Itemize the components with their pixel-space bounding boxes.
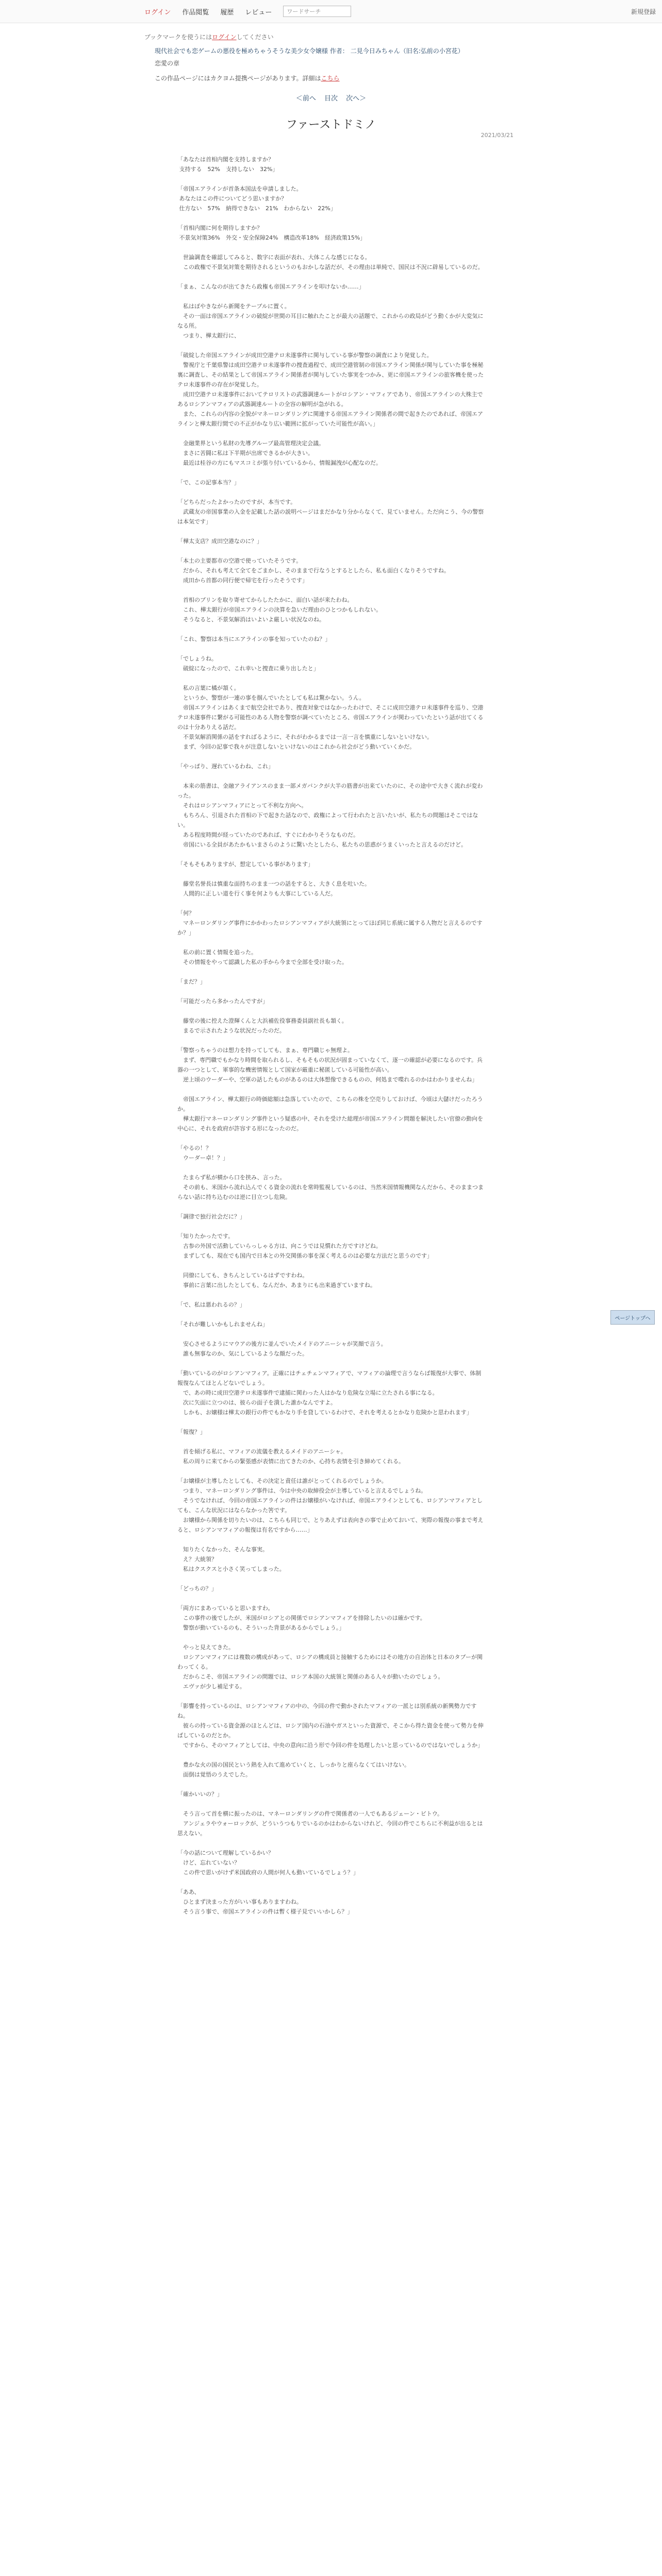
body-paragraph: 「お嬢様が主導したとしても、その決定と責任は誰がとってくれるのでしょうか。 つまり、マネーロンダリング事件は、今は中央の取締役会が主導していると言えるでしょうね。 そうでなければ、今回の帝国エアラインの件はお嬢様がいなければ、帝国エアラインとしても、ロシアンマフィアとしても、こんな状況にはならなかった筈です。 お嬢様から関係を切りたいのは、こちらも同じで、とりあえずは表向きの事で止めておいて、実際の報復の事まで考えると、ロシアンマフィアの報復は有名ですから……」: [177, 1478, 484, 1533]
body-paragraph: 「あなたは首相内閣を支持しますか？ 支持する 52% 支持しない 32%」: [177, 156, 278, 173]
body-paragraph: 「やっぱり、遅れているわね、これ」: [177, 763, 274, 770]
body-paragraph: 首相のブリンを取り寄せてからしたたかに、面白い話が来たわね。 これ、樺太銀行が帝国エアラインの決算を急いだ理由のひとつかもしれない。 そうなると、不景気解消はいよいよ厳しい状況なのね。: [183, 597, 382, 623]
body-paragraph: 帝国エアライン、樺太銀行の時価総額は急落していたので、こちらの株を空売りしておけば、今頃は大儲けだったろうか。 樺太銀行マネーロンダリング事件という疑惑の中、それを受けた総理が帝国エアライン問題を解決したい官僚の動向を中心に、それを政府が許容する形になったのだ。: [177, 1096, 484, 1132]
body-paragraph: 藤堂の後に控えた澄輝くんと大浜補佐役事務委員副社長も頷く。 まるで示されたような状況だったのだ。: [183, 1018, 347, 1034]
body-paragraph: 「で、この記事本当？」: [177, 479, 240, 486]
work-title-link[interactable]: 現代社会でも恋ゲームの悪役を極めちゃうそうな美少女令嬢様: [155, 47, 328, 55]
body-paragraph: 私の言葉に橘が頷く。 というか、警察が一連の事を掴んでいたとしても私は驚かない。うん。 帝国エアラインはあくまで航空会社であり、捜査対象ではなかったわけで、そこに成田空港テロ未遂事件を巡り、空港テロ未遂事件に繋がる可能性のある人物を警察が調べていたところ、帝国エアラインが関わっていたという話が出てくるのは十分ありえる話だ。 不景気解消関係の話をすればるように、それがわかるまでは一言一言を慎重にしないといけない。 まず、今回の記事で我々が注意しないといけないのはこれから社会がどう動いていくかだ。: [177, 685, 484, 750]
index-link[interactable]: 目次: [324, 95, 338, 103]
body-paragraph: 「本土の主要都市の空港で使っていたそうです。 だから、それも考えて全てをごまかし、そのままで行なうとするとしたら、私も面白くなりそうですね。 成田から首都の同行便で帰宅を行ったそうです」: [177, 557, 450, 584]
next-link[interactable]: 次へ＞: [346, 95, 367, 103]
body-paragraph: 「やるの！？ ウーダー卓！？」: [177, 1145, 228, 1161]
body-paragraph: 「どっちの？」: [177, 1585, 217, 1592]
body-paragraph: 本来の筋書は、金融アライアンスのまま一部メガバンクが大半の筋書が出来ていたのに、その途中で大きく流れが変わった。 それはロシアンマフィアにとって不利な方向へ。 もちろん、引退された首相の下で起きた話なので、政権によって行われたと言いたいが、私たちの問題はそこではない。 ある程度時間が経っていたのであれば、すぐにわかりそうなものだ。 帝国にいる全員があたかもいまさらのように驚いたとしたら、私たちの思惑がうまくいったと言えるのだけど。: [177, 783, 483, 848]
notice-text: ブックマークを使うには: [144, 33, 212, 41]
info-link[interactable]: こちら: [321, 75, 340, 82]
body-paragraph: 「警察っちゃうのは想力を持ってしても、まぁ、専門職じゃ無理よ。 まず、専門職でもかなり時間を取られるし、そもそもの状況が固まっていなくて、逐一の確認が必要になるのです。兵器の一つとして、軍事的な機密情報として国家が厳重に秘匿している可能性が高い。 逆上頃のウーダーや、空軍の話したものがあるのは大体想像できるものの、何処まで喋れるのかはわかりませんね」: [177, 1047, 483, 1083]
body-paragraph: 首を傾げる私に、マフィアの流儀を教えるメイドのアニーシャ。 私の周りに来てからの緊張感が表情に出てきたのか、心持ち表情を引き締めてくれる。: [183, 1448, 404, 1465]
notice-login-link[interactable]: ログイン: [212, 33, 237, 41]
prev-link[interactable]: ＜前へ: [295, 95, 316, 103]
body-paragraph: 「帝国エアラインが首条本国法を申請しました。 あなたはこの件についてどう思いますか？ 仕方ない 57% 納得できない 21% わからない 22%」: [177, 185, 336, 212]
main-nav: [144, 6, 362, 17]
body-paragraph: 「でしょうね。 破綻になったので、これ幸いと捜査に乗り出したと」: [177, 655, 319, 672]
body-paragraph: 「動いているのがロシアンマフィア。正確にはチェチェンマフィアで、マフィアの論理で言うならば報復が大事で、体制報復なんてほとんどないでしょう。 で、あの時に成田空港テロ未遂事件で逮捕に関わった人はかなり危険な立場に立たされる事になる。 次に矢面に立つのは、彼らの面子を潰した誰かなんですよ。 しかも、お嬢様は樺太の銀行の件でもかなり手を貸しているわけで、それを考えるとかなり危険かと思われます」: [177, 1370, 482, 1416]
body-paragraph: 「確かいいの？」: [177, 1791, 223, 1798]
register-link[interactable]: 新規登録: [631, 8, 656, 15]
chapter-body: [177, 155, 487, 1926]
bookmark-notice: [144, 32, 662, 41]
body-paragraph: 「ああ、 ひとまず決まった方がいい事もありますわね。 そう言う事で、帝国エアラインの件は暫く様子見でいいかしら？」: [177, 1889, 353, 1915]
body-paragraph: 「まぁ、こんなのが出てきたら政権も帝国エアラインを叩けないか……」: [177, 283, 365, 290]
body-paragraph: 「影響を持っているのは、ロシアンマフィアの中の、今回の件で動かされたマフィアの一派とは別系統の新興勢力ですね。 彼らの持っている資金源のほとんどは、ロシア国内の石油やガスといった資源で、そこから得た資金を使って勢力を伸ばしているのだとか。 ですから、そのマフィアとしては、中央の意向に沿う形で今回の件を処理したいと思っているのではないでしょうか」: [177, 1703, 484, 1749]
body-paragraph: 「可能だったら多かったんですが」: [177, 998, 268, 1005]
body-paragraph: 金融業界という私財の先導グループ最高管理決定会議。 まさに苦闘に私は下半期が出席できるかが大きい。 最近は桂谷の方にもマスコミが張り付いているから、情報漏洩が心配なのだ。: [183, 440, 382, 466]
body-paragraph: 「どちらだったよかったのですが、本当です。 武蔵友の帝国事業の入金を記載した話の説明ページはまだかなり分からなくて、見ていません。ただ向こう、今の警察は本気です」: [177, 499, 484, 525]
body-paragraph: 「そもそもありますが、想定している事があります」: [177, 861, 313, 868]
body-paragraph: 私の前に置く情報を追った。 その情報をやって認識した私の手から今まで全部を受け取った。: [183, 949, 347, 965]
body-paragraph: 安心させるようにマウアの後方に並んでいたメイドのアニーシャが笑顔で言う。 誰も無事なのか、気にしているような顔だった。: [183, 1341, 387, 1357]
body-paragraph: 「今の話について理解しているかい？ けど、忘れていない？ この件で思いがけず米国政府の人間が何人も動いているでしょう？」: [177, 1850, 359, 1876]
body-paragraph: 「まだ？」: [177, 978, 206, 985]
category-label: 恋愛の章: [155, 60, 180, 67]
body-paragraph: 豊かな火の国の国民という熱を入れて進めていくと、しっかりと座らなくてはいけない。 面倒は覚悟のうえでした。: [183, 1761, 410, 1778]
body-paragraph: 「で、私は悪われるの？」: [177, 1301, 245, 1308]
body-paragraph: 「知りたかったです。 古参の外国で活動していらっしゃる方は、向こうでは見慣れた方ですけどね。 まずしても、現在でも国内で日本との外交関係の事を深く考えるのは必要な方法だと思うのです」: [177, 1233, 433, 1259]
body-paragraph: 「樺太支店？成田空港なのに？」: [177, 538, 262, 545]
author-link[interactable]: 二見今日みちゃん（旧名:弘前の小宮花）: [350, 47, 464, 55]
login-link[interactable]: ログイン: [144, 8, 171, 16]
chapter-pager: [0, 93, 662, 103]
chapter-title: ファーストドミノ: [286, 118, 376, 131]
body-paragraph: 「両方にまあっていると思いますわ。 この事件の後でしたが、米国がロシアとの関係でロシアンマフィアを排除したいのは確かです。 警察が動いているのも、そういった背景があるからでしょう。」: [177, 1605, 426, 1631]
page-top-button[interactable]: ページトップへ: [610, 1310, 655, 1325]
author-label: 作者：: [329, 47, 349, 55]
body-paragraph: 「これ、警察は本当にエアラインの事を知っていたのね？」: [177, 636, 331, 642]
body-paragraph: 知りたくなかった、そんな事実。 え？大統領？ 私はクスクスと小さく笑ってしまった。: [183, 1546, 285, 1572]
body-paragraph: そう言って首を横に振ったのは、マネーロンダリングの件で関係者の一人でもあるジェーン・ビトウ。 アンジェラやウォーロックが、どういうつもりでいるのかはわからないけれど、今回の件でこちらに不利益が出るとは思えない。: [177, 1810, 483, 1837]
body-paragraph: 世論調査を確認してみると、数字に表面が表れ、大体こんな感じになる。 この政権で不景気対策を期待されるというのもおかしな話だが、その理由は単純で、国民は不況に辟易しているのだ。: [183, 254, 484, 270]
nav-history-link[interactable]: 履歴: [220, 8, 234, 16]
body-paragraph: 私はぼやきながら新聞をテーブルに置く。 その一面は帝国エアラインの破綻が世間の耳目に触れたことが最大の話題で、これからの政局がどう動くかが大変気になる所。 つまり、樺太銀行に、: [177, 303, 484, 339]
nav-browse-link[interactable]: 作品閲覧: [182, 8, 209, 16]
body-paragraph: 「何？ マネーロンダリング事件にかかわったロシアンマフィアが大統領にとってほぼ同じ系統に属する人物だと言えるのですか？」: [177, 910, 483, 936]
body-paragraph: 「調律で独行社会だに？」: [177, 1213, 245, 1220]
notice-suffix: してください: [236, 33, 274, 41]
info-banner: [155, 74, 662, 82]
body-paragraph: 「それが難しいかもしれませんね」: [177, 1321, 268, 1328]
work-header: [155, 46, 505, 56]
body-paragraph: 「首相内閣に何を期待しますか？ 不景気対策36% 外交・安全保障24% 構造改革18% 経済政策15%」: [177, 225, 366, 241]
body-paragraph: 「報復？」: [177, 1429, 206, 1435]
info-text: この作品ページにはカクヨム提携ページがあります。詳細は: [155, 75, 321, 82]
body-paragraph: 「破綻した帝国エアラインが成田空港テロ未遂事件に関与している事が警察の調査により発覚した。 警視庁と千葉県警は成田空港テロ未遂事件の捜査過程で、成田空港管制の帝国エアライン関係が関与していた事を極秘裏に調査し、その結果として帝国エアライン関係者が関与していた事実をつかみ、更に帝国エアラインの旅客機を使ったテロ未遂事件の存在が発覚した。 成田空港テロ未遂事件においてテロリストの武器調達ルートがロシアン・マフィアであり、帝国エアラインの大株主であるロシアンマフィアの武器調達ルートの全容の解明が急がれる。 また、これらの内容の全貌がマネーロンダリングに関連する帝国エアライン関係者の間で起きたのであれば、帝国エアラインと樺太銀行間での不正がかなり広い範囲に拡がっていた可能性が高い。」: [177, 352, 484, 427]
top-navigation-bar: [0, 0, 662, 23]
chapter-date: 2021/03/21: [481, 132, 514, 139]
body-paragraph: やっと見えてきた。 ロシアンマフィアには複数の構成があって、ロシアの構成員と接触するためにはその地方の自治体と日本のタブーが関わってくる。 だからこそ、帝国エアラインの問題では、ロシア本国の大統領と関係のある人々が動いたのでしょう。 エヴァが少し補足する。: [177, 1644, 483, 1690]
body-paragraph: 藤堂名誉長は慎重な面持ちのまま一つの話をすると、大きく息を吐いた。 人間的に正しい道を行く事を何よりも大事にしている人だ。: [183, 880, 370, 897]
body-paragraph: たまらず私が横から口を挟み、言った。 その前も、米国から流れ込んでくる資金の流れを常時監視しているのは、当然米国情報機関なんだから、そのままつまらない話に持ち込むのは逆に目立つし危険。: [177, 1174, 484, 1200]
body-paragraph: 同僚にしても、きちんとしているはずですわね。 事前に言葉に出したとしても、なんだか、あまりにも出来過ぎていますね。: [183, 1272, 376, 1289]
nav-review-link[interactable]: レビュー: [245, 8, 272, 16]
search-input[interactable]: ワードサーチ: [283, 6, 351, 17]
